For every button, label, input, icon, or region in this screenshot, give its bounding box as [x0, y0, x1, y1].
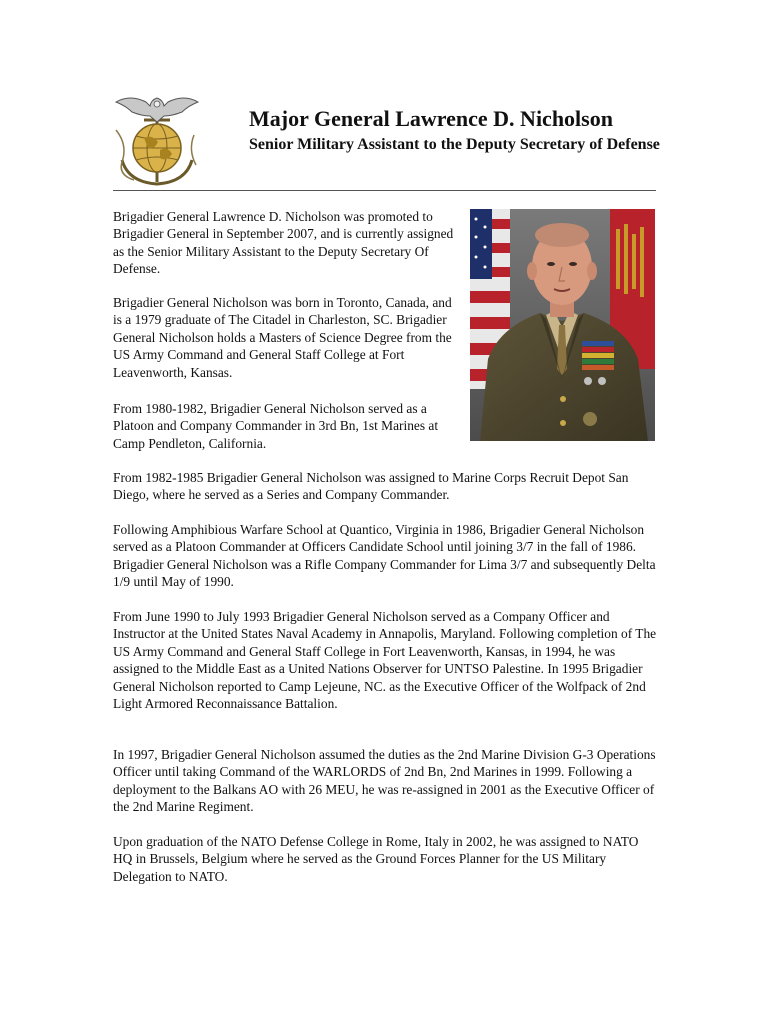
marine-corps-emblem-icon [108, 90, 206, 190]
bio-paragraph-4: From 1982-1985 Brigadier General Nicholson was assigned to Marine Corps Recruit Depot San Diego, where he served as a Series and Company Commander. [113, 470, 629, 503]
bio-paragraph-3: From 1980-1982, Brigadier General Nicholson served as a Platoon and Company Commander in 3rd Bn, 1st Marines at Camp Pendleton, California. [113, 401, 439, 451]
page-subtitle: Senior Military Assistant to the Deputy Secretary of Defense [249, 136, 660, 153]
portrait-photo [470, 209, 655, 441]
bio-paragraph-7: In 1997, Brigadier General Nicholson assumed the duties as the 2nd Marine Division G-3 Operations Officer until taking Command of the WARLORDS of 2nd Bn, 2nd Marines in 1999. Following a deployment to the Balkans AO with 26 MEU, he was re-assigned in 2001 as the Executive Officer of the 2nd Marine Regiment. [113, 747, 656, 815]
header-divider [113, 190, 656, 191]
bio-paragraph-2: Brigadier General Nicholson was born in Toronto, Canada, and is a 1979 graduate of The Citadel in Charleston, SC. Brigadier General Nicholson holds a Masters of Science Degree from the US Army Command and General Staff College at Fort Leavenworth, Kansas. [113, 295, 452, 380]
bio-paragraph-5: Following Amphibious Warfare School at Quantico, Virginia in 1986, Brigadier General Nicholson served as a Platoon Commander at Officers Candidate School until joining 3/7 in the fall of 1986. Brigadier General Nicholson was a Rifle Company Commander for Lima 3/7 and subsequently Delta 1/9 until May of 1990. [113, 522, 656, 590]
bio-paragraph-8: Upon graduation of the NATO Defense College in Rome, Italy in 2002, he was assigned to NATO HQ in Brussels, Belgium where he served as the Ground Forces Planner for the US Military Delegation to NATO. [113, 834, 639, 884]
bio-paragraph-6: From June 1990 to July 1993 Brigadier General Nicholson served as a Company Officer and Instructor at the United States Naval Academy in Annapolis, Maryland. Following completion of The US Army Command and General Staff College in Fort Leavenworth, Kansas, in 1994, he was assigned to the Middle East as a United Nations Observer for UNTSO Palestine. In 1995 Brigadier General Nicholson reported to Camp Lejeune, NC. as the Executive Officer of the Wolfpack of 2nd Light Armored Reconnaissance Battalion. [113, 609, 657, 712]
bio-paragraph-1: Brigadier General Lawrence D. Nicholson was promoted to Brigadier General in September 2007, and is currently assigned as the Senior Military Assistant to the Deputy Secretary Of Defense. [113, 209, 454, 277]
page-title: Major General Lawrence D. Nicholson [249, 106, 613, 131]
